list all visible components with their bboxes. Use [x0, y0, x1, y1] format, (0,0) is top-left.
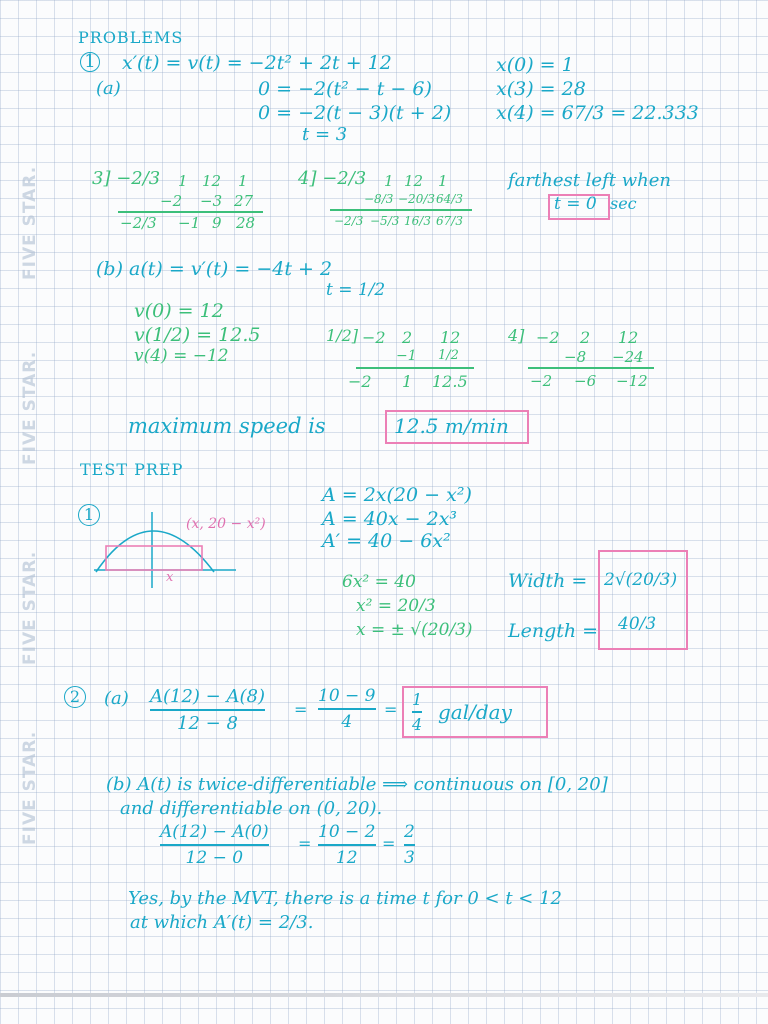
synthetic-cell: 27	[234, 192, 254, 210]
part-label: (a)	[104, 688, 129, 709]
conclusion-line: at which A′(t) = 2/3.	[130, 912, 314, 933]
max-speed-answer: 12.5 m/min	[394, 414, 509, 438]
synthetic-divisor: 1/2]	[326, 326, 358, 345]
question-number: 1	[78, 504, 100, 526]
solve-step: 6x² = 40	[342, 572, 416, 592]
x-label: x	[166, 570, 174, 585]
synthetic-cell: −1	[178, 214, 201, 232]
synthetic-rule	[356, 367, 474, 369]
fraction-numerator: A(12) − A(0)	[160, 822, 269, 842]
fraction-denominator: 4	[341, 711, 353, 732]
synthetic-cell: 67/3	[436, 214, 463, 228]
synthetic-divisor: 4] −2/3	[298, 168, 367, 189]
synthetic-cell: −3	[200, 192, 223, 210]
problem-number: 1	[80, 52, 100, 72]
brand-mark: FIVE STAR.	[20, 350, 40, 465]
synthetic-cell: 2	[402, 328, 413, 347]
synthetic-cell: −5/3	[370, 214, 400, 228]
synthetic-cell: −2	[530, 372, 553, 390]
area-equation: A′ = 40 − 6x²	[322, 530, 451, 552]
fraction-denominator: 3	[404, 847, 415, 868]
fraction-numerator: A(12) − A(8)	[150, 686, 265, 707]
synthetic-rule	[118, 211, 263, 213]
synthetic-cell: −20/3	[398, 192, 436, 206]
velocity-value: v(4) = −12	[134, 346, 229, 366]
equation-line: 0 = −2(t − 3)(t + 2)	[258, 102, 452, 124]
fraction-denominator: 12	[335, 847, 358, 868]
width-value: 2√(20/3)	[604, 570, 678, 590]
conclusion-line: Yes, by the MVT, there is a time t for 0 < t < 12	[128, 888, 562, 909]
equation-line: x′(t) = v(t) = −2t² + 2t + 12	[122, 52, 392, 74]
synthetic-cell: 1	[238, 172, 248, 190]
synthetic-divisor: 4]	[508, 326, 525, 345]
fraction-numerator: 10 − 9	[318, 686, 376, 706]
inscribed-rectangle	[106, 546, 202, 570]
equation-line: t = 1/2	[326, 280, 386, 300]
synthetic-rule	[330, 209, 472, 211]
synthetic-cell: −2	[536, 328, 560, 347]
area-equation: A = 40x − 2x³	[322, 508, 458, 530]
brand-mark: FIVE STAR.	[20, 730, 40, 845]
position-value: x(4) = 67/3 = 22.333	[496, 102, 699, 124]
fraction-numerator: 1	[412, 690, 423, 709]
answer-box	[598, 550, 688, 650]
rate-fraction	[160, 822, 269, 868]
synthetic-rule	[528, 367, 654, 369]
rate-fraction	[318, 686, 376, 732]
brand-mark: FIVE STAR.	[20, 165, 40, 280]
fraction-numerator: 2	[404, 822, 415, 842]
solve-step: x² = 20/3	[356, 596, 436, 616]
test-prep-heading: TEST PREP	[80, 460, 184, 479]
synthetic-cell: −2/3	[334, 214, 364, 228]
synthetic-cell: 28	[236, 214, 256, 232]
synthetic-cell: −1	[396, 348, 417, 364]
rate-fraction	[150, 686, 265, 734]
equation-line: 0 = −2(t² − t − 6)	[258, 78, 432, 100]
length-value: 40/3	[618, 614, 657, 634]
question-number: 2	[64, 686, 86, 708]
solve-step: x = ± √(20/3)	[356, 620, 473, 640]
part-label: (a)	[96, 78, 121, 99]
answer-unit: gal/day	[438, 700, 512, 724]
synthetic-cell: 12	[404, 172, 424, 190]
synthetic-cell: 64/3	[436, 192, 463, 206]
length-label: Length =	[508, 620, 599, 642]
synthetic-cell: 16/3	[404, 214, 431, 228]
synthetic-cell: −2	[160, 192, 183, 210]
width-label: Width =	[508, 570, 588, 592]
brand-mark: FIVE STAR.	[20, 550, 40, 665]
fraction-denominator: 12 − 0	[185, 847, 244, 868]
rate-fraction	[318, 822, 376, 868]
synthetic-cell: 1	[402, 372, 413, 391]
synthetic-cell: 1	[384, 172, 394, 190]
synthetic-cell: −8/3	[364, 192, 394, 206]
farthest-unit: sec	[610, 194, 637, 213]
rate-fraction	[404, 822, 415, 868]
equation-line: t = 3	[302, 124, 348, 145]
fraction-numerator: 10 − 2	[318, 822, 376, 842]
velocity-value: v(1/2) = 12.5	[134, 324, 261, 346]
equation-line: (b) a(t) = v′(t) = −4t + 2	[96, 258, 333, 280]
synthetic-cell: −8	[564, 348, 587, 366]
synthetic-cell: 1/2	[438, 348, 459, 363]
page-edge	[0, 993, 768, 997]
synthetic-cell: −24	[612, 348, 644, 366]
position-value: x(3) = 28	[496, 78, 586, 100]
farthest-answer: t = 0	[554, 194, 597, 214]
synthetic-cell: 12.5	[432, 372, 468, 391]
corner-point-label: (x, 20 − x²)	[186, 516, 266, 532]
answer-fraction	[412, 690, 422, 734]
farthest-left-text: farthest left when	[508, 170, 671, 191]
notebook-page: FIVE STAR. FIVE STAR. FIVE STAR. FIVE STAR. PROBLEMS 1 x′(t) = v(t) = −2t² + 2t + 12 (a) 0 = −2(t² − t − 6) 0 = −2(t − 3)(t + 2) t = 3 x(0) = 1 x(3) = 28 x(4) = 67/3 = 22.333 3] −2/3 1 12 1 −2 −3 27 −2/3 −1 9 28 4] −2/3 1 12 1 −8/3 −20/3 64/3 −2/3 −5/3 16/3 67/3 farthest left when t = 0 sec (b) a(t) = v′(t) = −4t + 2 t = 1/2 v(0) = 12 v(1/2) = 12.5 v(4) = −12 1/2] −2 2 12 −1 1/2 −2 1 12.5 4] −2 2 12 −8 −24 −2 −6 −12 maximum speed is 12.5 m/min TEST PREP 1 (x, 20 − x²) x A = 2x(20 − x²) A = 40x − 2x³ A′ = 40 − 6x² 6x² = 40 x² = 20/3 x = ± √(20/3) Width = Length = 2√(20/3) 40/3 2 (a) A(12) − A(8) 12 − 8 = 10 − 9 4 = 1 4 gal/day (b) A(t) is twice-differentiable ⟹ continuous on [0, 20] and differentiable on (0, 20). A(12) − A(0) 12 − 0 = 10 − 2 12 = 2 3 Yes, by the MVT, there is a time t for 0 < t < 12 at which A′(t) = 2/3.	[0, 0, 768, 1024]
synthetic-cell: 1	[438, 172, 448, 190]
synthetic-cell: −2	[348, 372, 372, 391]
synthetic-cell: 12	[440, 328, 461, 347]
synthetic-divisor: 3] −2/3	[92, 168, 161, 189]
problems-heading: PROBLEMS	[78, 28, 184, 47]
reasoning-line: (b) A(t) is twice-differentiable ⟹ continuous on [0, 20]	[106, 774, 608, 795]
synthetic-cell: −2/3	[120, 214, 157, 232]
synthetic-cell: −6	[574, 372, 597, 390]
synthetic-cell: 12	[618, 328, 639, 347]
synthetic-cell: −2	[362, 328, 386, 347]
fraction-denominator: 12 − 8	[177, 712, 238, 734]
reasoning-line: and differentiable on (0, 20).	[120, 798, 383, 819]
max-speed-text: maximum speed is	[128, 414, 326, 438]
synthetic-cell: −12	[616, 372, 648, 390]
fraction-denominator: 4	[412, 714, 423, 734]
synthetic-cell: 9	[212, 214, 222, 232]
parabola-curve	[96, 531, 214, 572]
velocity-value: v(0) = 12	[134, 300, 224, 322]
area-equation: A = 2x(20 − x²)	[322, 484, 472, 506]
synthetic-cell: 12	[202, 172, 222, 190]
synthetic-cell: 2	[580, 328, 591, 347]
synthetic-cell: 1	[178, 172, 188, 190]
position-value: x(0) = 1	[496, 54, 574, 76]
